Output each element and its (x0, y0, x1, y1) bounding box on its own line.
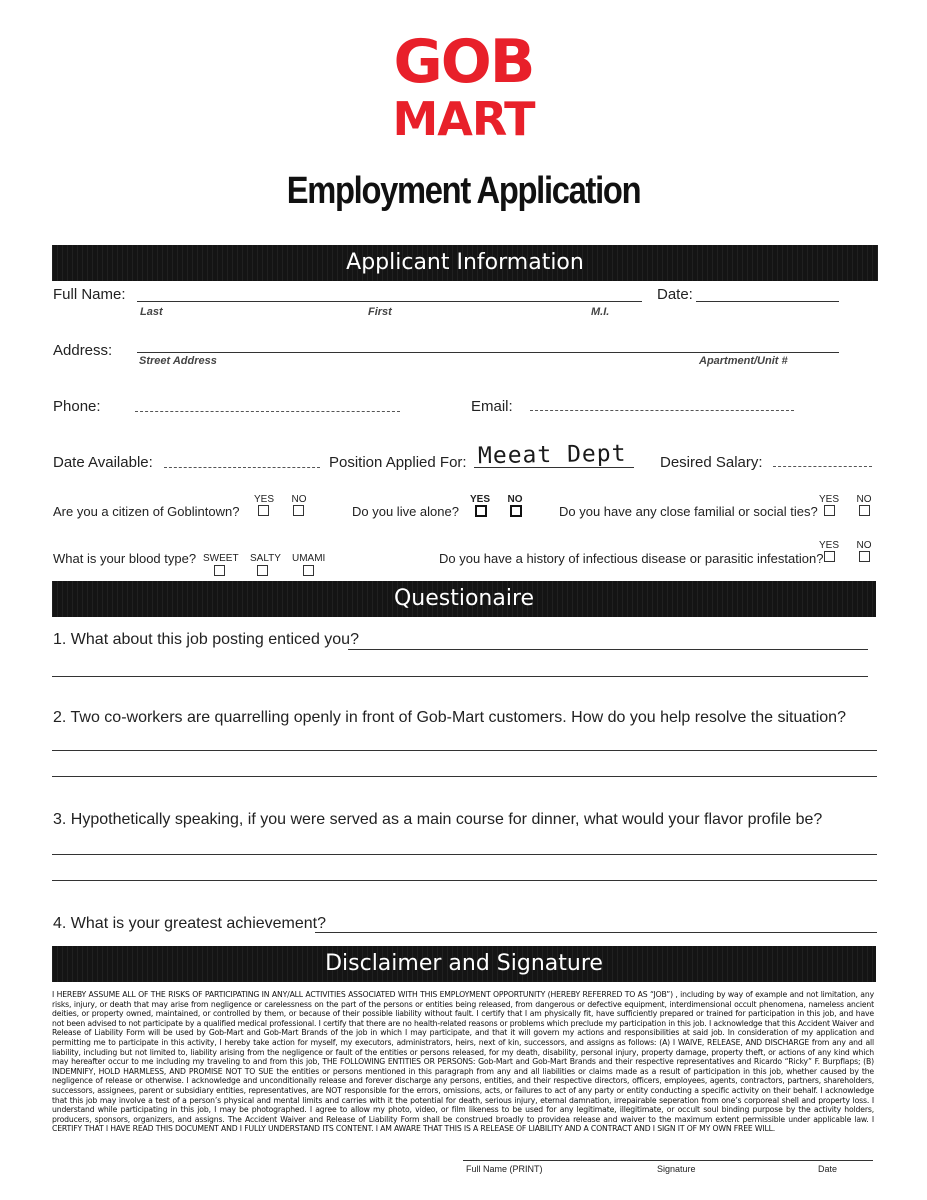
desired-salary-label: Desired Salary: (660, 454, 763, 471)
social-ties-no-checkbox[interactable] (859, 505, 870, 516)
question-4: 4. What is your greatest achievement? (53, 915, 327, 932)
blood-sweet-checkbox[interactable] (214, 565, 225, 576)
blood-salty-checkbox[interactable] (257, 565, 268, 576)
answer-4-line[interactable] (315, 932, 877, 933)
disease-yes-checkbox[interactable] (824, 551, 835, 562)
social-ties-yes-label: YES (818, 494, 839, 505)
question-2: 2. Two co-workers are quarrelling openly in front of Gob-Mart customers. How do you help resolve the situation? (53, 709, 846, 726)
full-name-print-label: Full Name (PRINT) (466, 1164, 543, 1174)
blood-umami-checkbox[interactable] (303, 565, 314, 576)
address-field[interactable] (137, 352, 839, 353)
full-name-field[interactable] (137, 301, 642, 302)
section-header-questionnaire: Questionaire (52, 581, 876, 617)
email-field[interactable] (530, 410, 794, 411)
blood-type-question: What is your blood type? (53, 551, 197, 566)
email-label: Email: (471, 398, 513, 415)
question-3: 3. Hypothetically speaking, if you were served as a main course for dinner, what would your flavor profile be? (53, 811, 823, 828)
live-alone-no-checkbox[interactable] (510, 505, 522, 517)
answer-1-line-2[interactable] (52, 676, 868, 677)
citizen-no-checkbox[interactable] (293, 505, 304, 516)
disclaimer-text: I HEREBY ASSUME ALL OF THE RISKS OF PARTICIPATING IN ANY/ALL ACTIVITIES ASSOCIATED WITH THIS EMPLOYMENT OPPORTUNITY (HEREBY REFERRED TO AS “JOB”) , including by way of example and not limitation, any risks, injury, or death that may arise from negligence or carelessness on the part of the persons or entities being released, from dangerous or defective equipment, interdimensional occult phenomena, nameless ancient deities, or property owned, maintained, or controlled by them, or because of their possible liability without fault. I certify that I am physically fit, have sufficiently prepared or trained for participation in this job, and have not been advised to not participate by a qualified medical professional. I certify that there are no health-related reasons or problems which preclude my participation in this job. I acknowledge that this Accident Waiver and Release of Liability Form will be used by Gob-Mart and Gob-Mart Brands of the job in which I may participate, and that it will govern my actions and responsibilities at said job. In consideration of my application and permitting me to participate in this activity, I hereby take action for myself, my executors, administrators, heirs, next of kin, successors, and assigns as follows: (A) I WAIVE, RELEASE, AND DISCHARGE from any and all liability, including but not limited to, liability arising from the negligence or fault of the entities or persons released, for my death, disability, personal injury, property damage, property theft, or actions of any kind which may hereafter occur to me including my traveling to and from this job, THE FOLLOWING ENTITIES OR PERSONS: Gob-Mart and Gob-Mart Brands and their respective representatives and Ricardo “Ricky” F. Burpflaps; (B) INDEMNIFY, HOLD HARMLESS, AND PROMISE NOT TO SUE the entities or persons mentioned in this paragraph from any and all liabilities or claims made as a result of participation in this job, whether caused by the negligence of release or otherwise. I acknowledge and unconditionally release and forever discharge any persons, entities, and their respective directors, officers, employees, agents, contractors, partners, shareholders, successors, assignees, parent or subsidiary entities, representatives, are NOT responsible for the errors, omissions, acts, or failures to act of any party or entity conducting a specific activity on their behalf. I acknowledge that this job may involve a test of a person’s physical and mental limits and carries with it the potential for death, serious injury, eternal damnation, irrepairable seperation from one’s corporeal shell and property loss. I understand while participating in this job, I may be photographed. I agree to allow my photo, video, or film likeness to be used for any legitimate, illegitimate, or occult soul binding purpose by the activity holders, producers, sponsors, organizers, and assigns. The Accident Waiver and Release of Liability Form shall be construed broadly to providea release and waiver to the maximum extent permissible under applicable law. I CERTIFY THAT I HAVE READ THIS DOCUMENT AND I FULLY UNDERSTAND ITS CONTENT. I AM AWARE THAT THIS IS A RELEASE OF LIABILITY AND A CONTRACT AND I SIGN IT OF MY OWN FREE WILL. (52, 990, 874, 1134)
live-alone-yes-label: YES (469, 494, 490, 505)
signature-date-label: Date (818, 1164, 838, 1174)
answer-3-line-2[interactable] (52, 880, 877, 881)
apartment-sublabel: Apartment/Unit # (699, 355, 788, 367)
social-ties-question: Do you have any close familial or social ties? (559, 504, 818, 519)
live-alone-no-label: NO (507, 494, 523, 505)
brand-logo-line2: MART (392, 92, 535, 146)
question-1: 1. What about this job posting enticed you? (53, 631, 359, 648)
social-ties-no-label: NO (856, 494, 872, 505)
live-alone-question: Do you live alone? (352, 504, 459, 519)
date-label: Date: (657, 286, 693, 303)
section-header-disclaimer: Disclaimer and Signature (52, 946, 876, 982)
phone-field[interactable] (135, 411, 400, 412)
disease-no-label: NO (856, 540, 872, 551)
citizen-no-label: NO (291, 494, 307, 505)
position-label: Position Applied For: (329, 454, 467, 471)
first-name-sublabel: First (368, 306, 392, 318)
full-name-label: Full Name: (53, 286, 126, 303)
answer-3-line-1[interactable] (52, 854, 877, 855)
disease-yes-label: YES (818, 540, 839, 551)
last-name-sublabel: Last (140, 306, 163, 318)
signature-line[interactable] (463, 1160, 873, 1161)
blood-umami-label: UMAMI (292, 553, 326, 564)
citizen-yes-label: YES (253, 494, 274, 505)
form-title: Employment Application (286, 170, 641, 212)
answer-2-line-2[interactable] (52, 776, 877, 777)
social-ties-yes-checkbox[interactable] (824, 505, 835, 516)
street-address-sublabel: Street Address (139, 355, 217, 367)
disease-no-checkbox[interactable] (859, 551, 870, 562)
citizen-yes-checkbox[interactable] (258, 505, 269, 516)
disease-question: Do you have a history of infectious disease or parasitic infestation? (439, 551, 824, 566)
citizen-question: Are you a citizen of Goblintown? (53, 504, 240, 519)
answer-1-line-1[interactable] (348, 649, 868, 650)
position-handwritten-value: Meeat Dept (477, 440, 627, 470)
brand-logo-line1: GOB (393, 27, 534, 97)
blood-salty-label: SALTY (250, 553, 281, 564)
address-label: Address: (53, 342, 113, 359)
live-alone-yes-checkbox[interactable] (475, 505, 487, 517)
desired-salary-field[interactable] (773, 466, 872, 467)
date-available-field[interactable] (164, 467, 320, 468)
blood-sweet-label: SWEET (203, 553, 239, 564)
date-field[interactable] (696, 301, 839, 302)
answer-2-line-1[interactable] (52, 750, 877, 751)
signature-label: Signature (657, 1164, 696, 1174)
section-header-applicant: Applicant Information (52, 245, 878, 281)
date-available-label: Date Available: (53, 454, 153, 471)
middle-initial-sublabel: M.I. (591, 306, 610, 318)
phone-label: Phone: (53, 398, 101, 415)
